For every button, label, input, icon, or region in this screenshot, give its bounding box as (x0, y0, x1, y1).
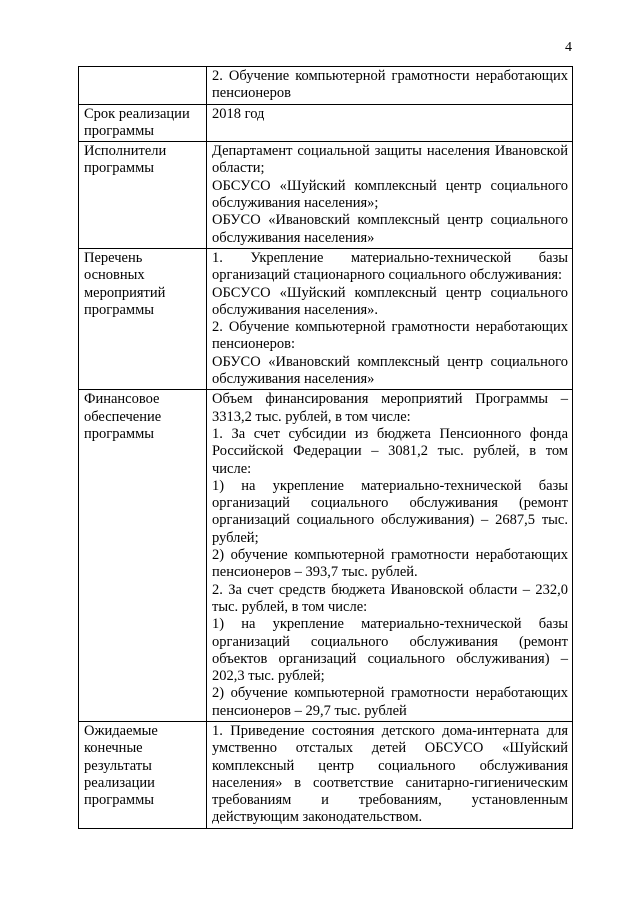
value-paragraph: ОБСУСО «Шуйский комплексный центр социального обслуживания населения»; (212, 177, 568, 212)
table-row (79, 721, 573, 828)
table-row (79, 248, 573, 389)
table-row (79, 104, 573, 142)
table-row (79, 390, 573, 722)
row-label (79, 67, 207, 105)
table-row (79, 142, 573, 249)
value-paragraph: 2) обучение компьютерной грамотности неработающих пенсионеров – 393,7 тыс. рублей. (212, 547, 568, 581)
row-label (79, 248, 207, 389)
value-paragraph: 2018 год (212, 105, 265, 122)
value-paragraph: 1) на укрепление материально-технической базы организаций социального обслуживания (ремонт объектов организаций социального обслуживания) – 202,3 тыс. рублей; (212, 616, 568, 685)
value-paragraph: 2. Обучение компьютерной грамотности неработающих пенсионеров: (212, 319, 568, 353)
value-paragraph: ОБУСО «Ивановский комплексный центр социального обслуживания населения» (212, 212, 568, 246)
label-line: Исполнители (84, 143, 167, 160)
row-label (79, 721, 207, 828)
value-paragraph: 2) обучение компьютерной грамотности неработающих пенсионеров – 29,7 тыс. рублей (212, 685, 568, 719)
label-line: программы (84, 160, 154, 177)
row-value (207, 390, 573, 722)
row-value (207, 104, 573, 142)
page-number: 4 (565, 40, 572, 55)
row-value (207, 67, 573, 105)
value-paragraph: Объем финансирования мероприятий Программы – 3313,2 тыс. рублей, в том числе: (212, 391, 568, 425)
value-paragraph: 2. Обучение компьютерной грамотности неработающих пенсионеров (212, 68, 568, 102)
label-line: обеспечение (84, 408, 162, 425)
program-passport-table (78, 66, 573, 829)
label-line: Ожидаемые (84, 722, 158, 739)
label-line: реализации (84, 774, 155, 791)
value-paragraph: 2. За счет средств бюджета Ивановской области – 232,0 тыс. рублей, в том числе: (212, 581, 568, 615)
label-line: мероприятий (84, 284, 166, 301)
table-row (79, 67, 573, 105)
label-line: программы (84, 425, 154, 442)
label-line: Финансовое (84, 391, 160, 408)
label-line: программы (84, 792, 154, 809)
value-paragraph: ОБСУСО «Шуйский комплексный центр социального обслуживания населения». (212, 284, 568, 318)
label-line: Перечень (84, 249, 143, 266)
value-paragraph: 1) на укрепление материально-технической базы организаций социального обслуживания (ремонт организаций социального обслуживания) – 2687,5 тыс. рублей; (212, 477, 568, 546)
value-paragraph: 1. Укрепление материально-технической базы организаций стационарного социального обслуживания: (212, 249, 568, 284)
label-line: программы (84, 122, 154, 139)
value-paragraph: 1. За счет субсидии из бюджета Пенсионного фонда Российской Федерации – 3081,2 тыс. рублей, в том числе: (212, 425, 568, 477)
value-paragraph: Департамент социальной защиты населения Ивановской области; (212, 143, 568, 177)
label-line: конечные (84, 740, 143, 757)
label-line: программы (84, 301, 154, 318)
label-line: результаты (84, 757, 152, 774)
label-line: основных (84, 267, 145, 284)
row-label (79, 104, 207, 142)
value-paragraph: ОБУСО «Ивановский комплексный центр социального обслуживания населения» (212, 353, 568, 388)
row-value (207, 248, 573, 389)
row-value (207, 721, 573, 828)
label-line: Срок реализации (84, 105, 190, 122)
row-label (79, 142, 207, 249)
row-value (207, 142, 573, 249)
value-paragraph: 1. Приведение состояния детского дома-интерната для умственно отсталых детей ОБСУСО «Шуйский комплексный центр социального обслуживания населения» в соответствие санитарно-гигиеническим требованиям и требованиям, установленным действующим законодательством. (212, 722, 568, 826)
row-label (79, 390, 207, 722)
